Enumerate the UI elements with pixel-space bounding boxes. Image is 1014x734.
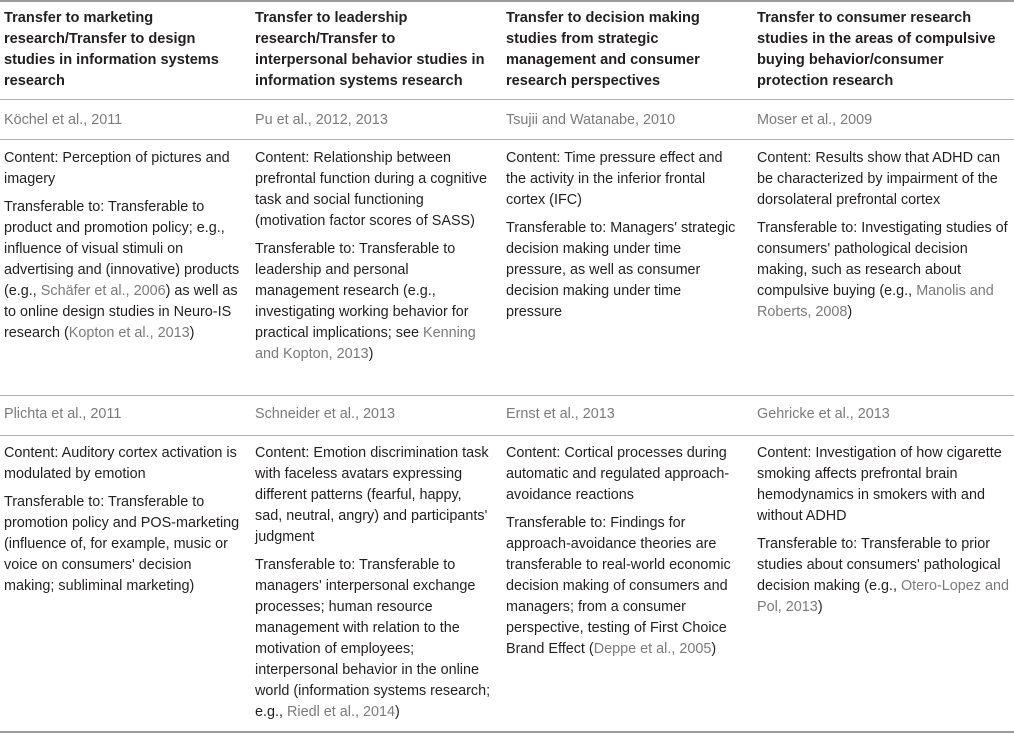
content-text: Content: Relationship between prefrontal function during a cognitive task and social functioning (motivation factor scores of SASS) [255, 150, 487, 229]
row-rule [0, 435, 1014, 436]
transfer-text: Transferable to: Investigating studies of consumers' pathological decision making, such as research about compulsive buying (e.g., Manolis and Roberts, 2008) [757, 220, 1008, 320]
transfer-text: Transferable to: Transferable to leadership and personal management research (e.g., investigating working behavior for practical implications; see Kenning and Kopton, 2013) [255, 241, 476, 362]
reference-link[interactable]: Manolis and Roberts, 2008 [757, 283, 994, 320]
citation: Ernst et al., 2013 [506, 406, 615, 422]
citation: Tsujii and Watanabe, 2010 [506, 112, 676, 128]
table-cell [506, 148, 738, 330]
content-text: Content: Time pressure effect and the activity in the inferior frontal cortex (IFC) [506, 150, 723, 208]
transfer-text: Transferable to: Transferable to prior studies about consumers' pathological decision making (e.g., Otero-Lopez and Pol, 2013) [757, 536, 1009, 615]
row-rule [0, 395, 1014, 396]
transfer-text: Transferable to: Managers' strategic decision making under time pressure, as well as consumer decision making under time pressure [506, 220, 736, 320]
transfer-text: Transferable to: Transferable to product and promotion policy; e.g., influence of visual stimuli on advertising and (innovative) products (e.g., Schäfer et al., 2006) as well as to online design studies in Neuro-IS research (Kopton et al., 2013) [4, 199, 240, 341]
column-header: Transfer to decision making studies from strategic management and consumer research perspectives [506, 10, 700, 89]
transfer-text: Transferable to: Findings for approach-avoidance theories are transferable to real-world economic decision making of consumers and managers; from a consumer perspective, testing of First Choice Brand Effect (Deppe et al., 2005) [506, 515, 731, 657]
table-cell [506, 443, 738, 667]
citation: Plichta et al., 2011 [4, 406, 122, 422]
content-text: Content: Results show that ADHD can be characterized by impairment of the dorsolateral prefrontal cortex [757, 150, 1001, 208]
column-header: Transfer to consumer research studies in the areas of compulsive buying behavior/consumer protection research [757, 10, 996, 89]
column-header: Transfer to marketing research/Transfer to design studies in information systems research [4, 10, 219, 89]
table-cell [4, 443, 240, 604]
citation: Gehricke et al., 2013 [757, 406, 890, 422]
content-text: Content: Cortical processes during automatic and regulated approach-avoidance reactions [506, 445, 730, 503]
table-cell [757, 443, 1009, 625]
table-cell [757, 148, 1009, 330]
citation: Schneider et al., 2013 [255, 406, 396, 422]
content-text: Content: Auditory cortex activation is modulated by emotion [4, 445, 237, 482]
top-rule [0, 0, 1014, 2]
reference-link[interactable]: Schäfer et al., 2006 [40, 283, 166, 299]
table-cell [255, 443, 491, 730]
citation: Köchel et al., 2011 [4, 112, 123, 128]
table-cell [255, 148, 491, 372]
table-cell [4, 148, 240, 351]
reference-link[interactable]: Kopton et al., 2013 [68, 325, 190, 341]
reference-link[interactable]: Kenning and Kopton, 2013 [255, 325, 476, 362]
reference-link[interactable]: Riedl et al., 2014 [287, 704, 396, 720]
reference-link[interactable]: Otero-Lopez and Pol, 2013 [757, 578, 1009, 615]
content-text: Content: Perception of pictures and imagery [4, 150, 230, 187]
row-rule [0, 139, 1014, 140]
content-text: Content: Emotion discrimination task with faceless avatars expressing different patterns (fearful, happy, sad, neutral, angry) and participants' judgment [255, 445, 489, 545]
reference-link[interactable]: Deppe et al., 2005 [593, 641, 712, 657]
citation: Pu et al., 2012, 2013 [255, 112, 388, 128]
header-rule [0, 99, 1014, 100]
transfer-text: Transferable to: Transferable to promotion policy and POS-marketing (influence of, for example, music or voice on consumers' decision making; subliminal marketing) [4, 494, 240, 594]
column-header: Transfer to leadership research/Transfer to interpersonal behavior studies in information systems research [255, 10, 485, 89]
content-text: Content: Investigation of how cigarette smoking affects prefrontal brain hemodynamics in smokers with and without ADHD [757, 445, 1002, 524]
transfer-text: Transferable to: Transferable to managers' interpersonal exchange processes; human resource management with relation to the motivation of employees; interpersonal behavior in the online world (information systems research; e.g., Riedl et al., 2014) [255, 557, 491, 720]
bottom-rule [0, 731, 1014, 733]
citation: Moser et al., 2009 [757, 112, 873, 128]
